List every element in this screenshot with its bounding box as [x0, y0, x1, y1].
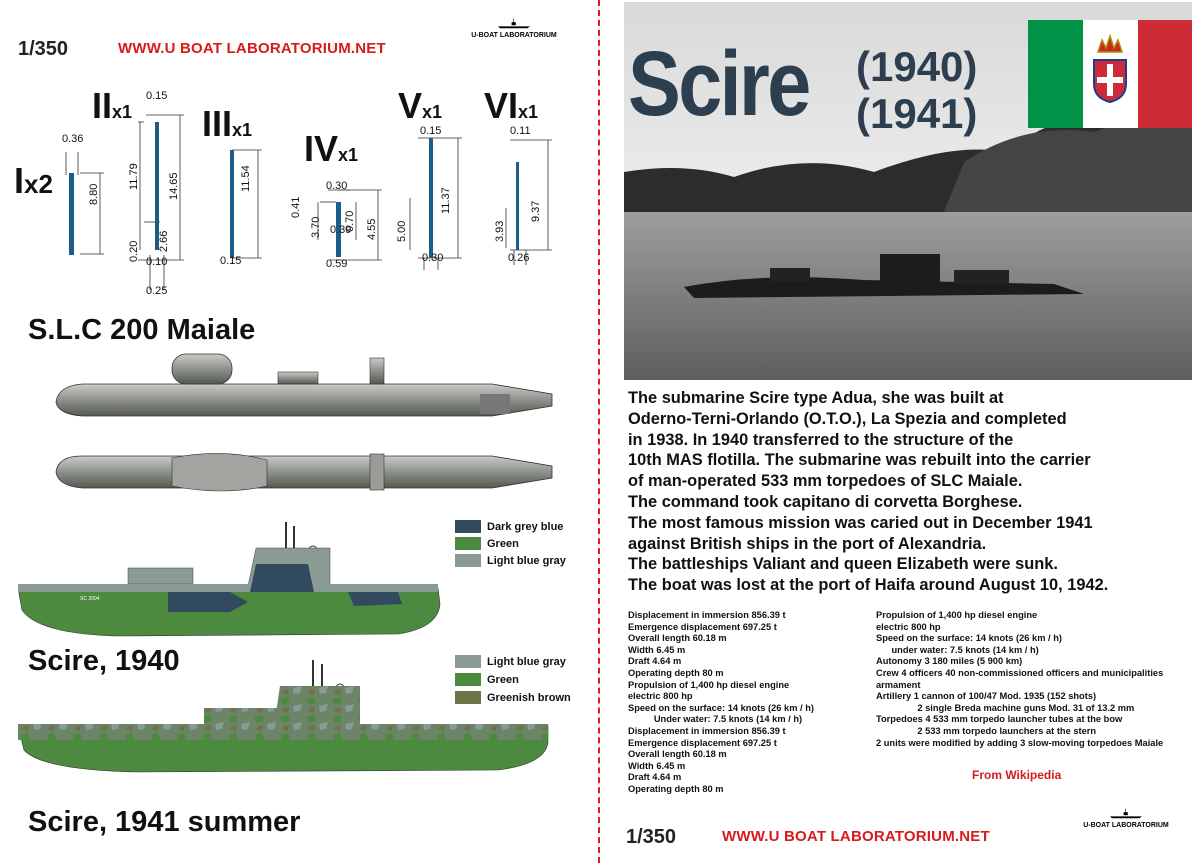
spec-right-2: electric 800 hp — [876, 621, 941, 632]
dim-p5-a: 5.00 — [396, 220, 408, 242]
desc-line-3: in 1938. In 1940 transferred to the structure of the — [628, 430, 1014, 449]
spec-left-1: Displacement in immersion 856.39 t — [628, 610, 786, 620]
dim-p3-bot: 0.15 — [220, 255, 242, 267]
maiale-torpedo-drawings — [52, 350, 572, 500]
legend-1940-swatch-2 — [455, 537, 481, 550]
spec-left-5: Draft 4.64 m — [628, 656, 682, 667]
legend-1940-swatch-1 — [455, 520, 481, 533]
part-I-mult: x2 — [24, 169, 53, 199]
desc-line-2: Oderno-Terni-Orlando (O.T.O.), La Spezia and completed — [628, 409, 1067, 428]
part-VI-mult: x1 — [518, 102, 539, 122]
header-year-1941: (1941) — [856, 90, 978, 137]
specs-left-column — [628, 610, 814, 796]
spec-right-8: Artillery 1 cannon of 100/47 Mod. 1935 (152 shots) — [876, 691, 1097, 702]
desc-line-4: 10th MAS flotilla. The submarine was rebuilt into the carrier — [628, 451, 1091, 470]
dim-p4-top: 0.30 — [326, 180, 348, 192]
dim-p1-top: 0.36 — [62, 133, 84, 145]
submarine-logo-icon — [459, 18, 569, 30]
part-II-mult: x1 — [112, 102, 133, 122]
legend-1940-label-3: Light blue gray — [487, 554, 566, 567]
part-IV-numeral: IV — [304, 128, 339, 169]
dim-p2-top: 0.15 — [146, 90, 168, 102]
legend-1940-item-3 — [455, 554, 566, 567]
logo-text-bottom: U-BOAT LABORATORIUM — [1083, 822, 1169, 829]
scire-1940-title: Scire, 1940 — [28, 645, 180, 677]
italian-flag-icon — [1028, 20, 1192, 128]
spec-right-10: Torpedoes 4 533 mm torpedo launcher tubes at the bow — [876, 714, 1123, 725]
spec-right-7: armament — [876, 679, 921, 690]
scire-1940-profile — [18, 518, 450, 648]
dim-p5-len: 11.37 — [440, 187, 452, 214]
dim-p6-a: 3.93 — [494, 220, 506, 242]
dim-p2-d: 0.25 — [146, 285, 168, 297]
website-url-top: WWW.U BOAT LABORATORIUM.NET — [118, 40, 386, 57]
spec-left-7: Propulsion of 1,400 hp diesel engine — [628, 679, 790, 690]
part-III-rod — [230, 150, 234, 258]
desc-line-5: of man-operated 533 mm torpedoes of SLC Maiale. — [628, 472, 1023, 491]
source-credit: From Wikipedia — [972, 768, 1062, 782]
header-title: Scire — [628, 33, 809, 135]
logo-top — [458, 18, 570, 39]
hull-number-1940: SC 2004 — [80, 596, 100, 602]
legend-1941-label-1: Light blue gray — [487, 655, 566, 668]
dim-p2-b: 2.66 — [158, 230, 170, 252]
scale-label-bottom: 1/350 — [626, 826, 677, 848]
legend-1941-swatch-1 — [455, 655, 481, 668]
dim-p4-b: 3.70 — [310, 216, 322, 238]
legend-1940-label-2: Green — [487, 537, 519, 550]
dim-p2-len1: 11.79 — [128, 163, 140, 190]
legend-1941-item-2 — [455, 673, 519, 686]
part-III-numeral: III — [202, 103, 233, 144]
spec-left-4: Width 6.45 m — [628, 644, 686, 655]
desc-line-6: The command took capitano di corvetta Borghese. — [628, 492, 1023, 511]
part-IV-mult: x1 — [338, 145, 359, 165]
scire-photograph — [624, 2, 1192, 380]
legend-1941-swatch-2 — [455, 673, 481, 686]
part-V-numeral: V — [398, 85, 423, 126]
part-I-numeral: I — [14, 160, 25, 201]
legend-1940-label-1: Dark grey blue — [487, 520, 564, 533]
header-year-1940: (1940) — [856, 43, 978, 90]
part-III-mult: x1 — [232, 120, 253, 140]
dim-p5-top: 0.15 — [420, 125, 442, 137]
dim-p6-bot: 0.26 — [508, 252, 530, 264]
desc-line-1: The submarine Scire type Adua, she was built at — [628, 389, 1004, 407]
spec-right-5: Autonomy 3 180 miles (5 900 km) — [876, 656, 1023, 667]
dim-p6-len: 9.37 — [530, 200, 542, 222]
scale-label-top: 1/350 — [18, 38, 69, 60]
legend-1941-item-3 — [455, 691, 571, 704]
part-VI-rod — [516, 162, 519, 250]
spec-left-6: Operating depth 80 m — [628, 667, 724, 678]
specs-right-column — [876, 610, 1163, 749]
spec-left-14: Width 6.45 m — [628, 760, 686, 771]
legend-1941-swatch-3 — [455, 691, 481, 704]
spec-left-11: Displacement in immersion 856.39 t — [628, 725, 786, 736]
description — [628, 388, 1198, 596]
part-I-rod — [69, 173, 74, 255]
dim-p1-len: 8.80 — [88, 183, 100, 205]
spec-left-16: Operating depth 80 m — [628, 783, 724, 794]
legend-1940-swatch-3 — [455, 554, 481, 567]
spec-right-4: under water: 7.5 knots (14 km / h) — [876, 644, 1039, 655]
spec-left-12: Emergence displacement 697.25 t — [628, 737, 777, 748]
dim-p4-e: 4.55 — [366, 218, 378, 240]
dim-p6-top: 0.11 — [510, 125, 531, 137]
spec-left-10: Under water: 7.5 knots (14 km / h) — [628, 714, 803, 725]
part-II-numeral: II — [92, 85, 113, 126]
dim-p4-c: 0.70 — [344, 210, 356, 232]
legend-1941-item-1 — [455, 655, 566, 668]
part-V-mult: x1 — [422, 102, 443, 122]
legend-1940-item-2 — [455, 537, 519, 550]
legend-1941-label-2: Green — [487, 673, 519, 686]
spec-right-3: Speed on the surface: 14 knots (26 km / h) — [876, 633, 1062, 644]
dim-p5-bot: 0.30 — [422, 252, 444, 264]
submarine-logo-icon-bottom — [1071, 808, 1181, 820]
dim-p4-a: 0.41 — [290, 196, 302, 218]
spec-left-2: Emergence displacement 697.25 t — [628, 621, 777, 632]
desc-line-7: The most famous mission was caried out in December 1941 — [628, 513, 1093, 532]
dim-p2-len2: 14.65 — [168, 172, 180, 200]
logo-text-top: U-BOAT LABORATORIUM — [471, 32, 557, 39]
spec-right-12: 2 units were modified by adding 3 slow-moving torpedoes Maiale — [876, 737, 1164, 748]
spec-left-8: electric 800 hp — [628, 691, 693, 702]
spec-right-1: Propulsion of 1,400 hp diesel engine — [876, 610, 1038, 620]
dim-p4-d: 0.39 — [330, 224, 352, 236]
spec-left-15: Draft 4.64 m — [628, 772, 682, 783]
center-fold-divider — [598, 0, 600, 863]
desc-line-9: The battleships Valiant and queen Elizabeth were sunk. — [628, 555, 1058, 574]
spec-right-9: 2 single Breda machine guns Mod. 31 of 13.2 mm — [876, 702, 1135, 713]
legend-1940-item-1 — [455, 520, 563, 533]
dim-p4-bot: 0.59 — [326, 258, 348, 270]
spec-right-6: Crew 4 officers 40 non-commissioned officers and municipalities — [876, 667, 1164, 678]
desc-line-10: The boat was lost at the port of Haifa around August 10, 1942. — [628, 576, 1109, 595]
legend-1941-label-3: Greenish brown — [487, 691, 571, 704]
part-V-rod — [429, 138, 433, 258]
dim-p2-a: 0.20 — [128, 240, 140, 262]
desc-line-8: against British ships in the port of Alexandria. — [628, 534, 987, 553]
spec-left-9: Speed on the surface: 14 knots (26 km / h) — [628, 702, 814, 713]
dim-p3-len: 11.54 — [240, 165, 252, 192]
spec-left-3: Overall length 60.18 m — [628, 633, 727, 644]
scire-1941-title: Scire, 1941 summer — [28, 806, 301, 838]
spec-left-13: Overall length 60.18 m — [628, 749, 727, 760]
dim-p2-c: 0.10 — [146, 256, 168, 268]
website-url-bottom: WWW.U BOAT LABORATORIUM.NET — [722, 828, 990, 845]
logo-bottom — [1070, 808, 1182, 829]
spec-right-11: 2 533 mm torpedo launchers at the stern — [876, 725, 1097, 736]
part-VI-numeral: VI — [484, 85, 519, 126]
maiale-title: S.L.C 200 Maiale — [28, 314, 256, 346]
